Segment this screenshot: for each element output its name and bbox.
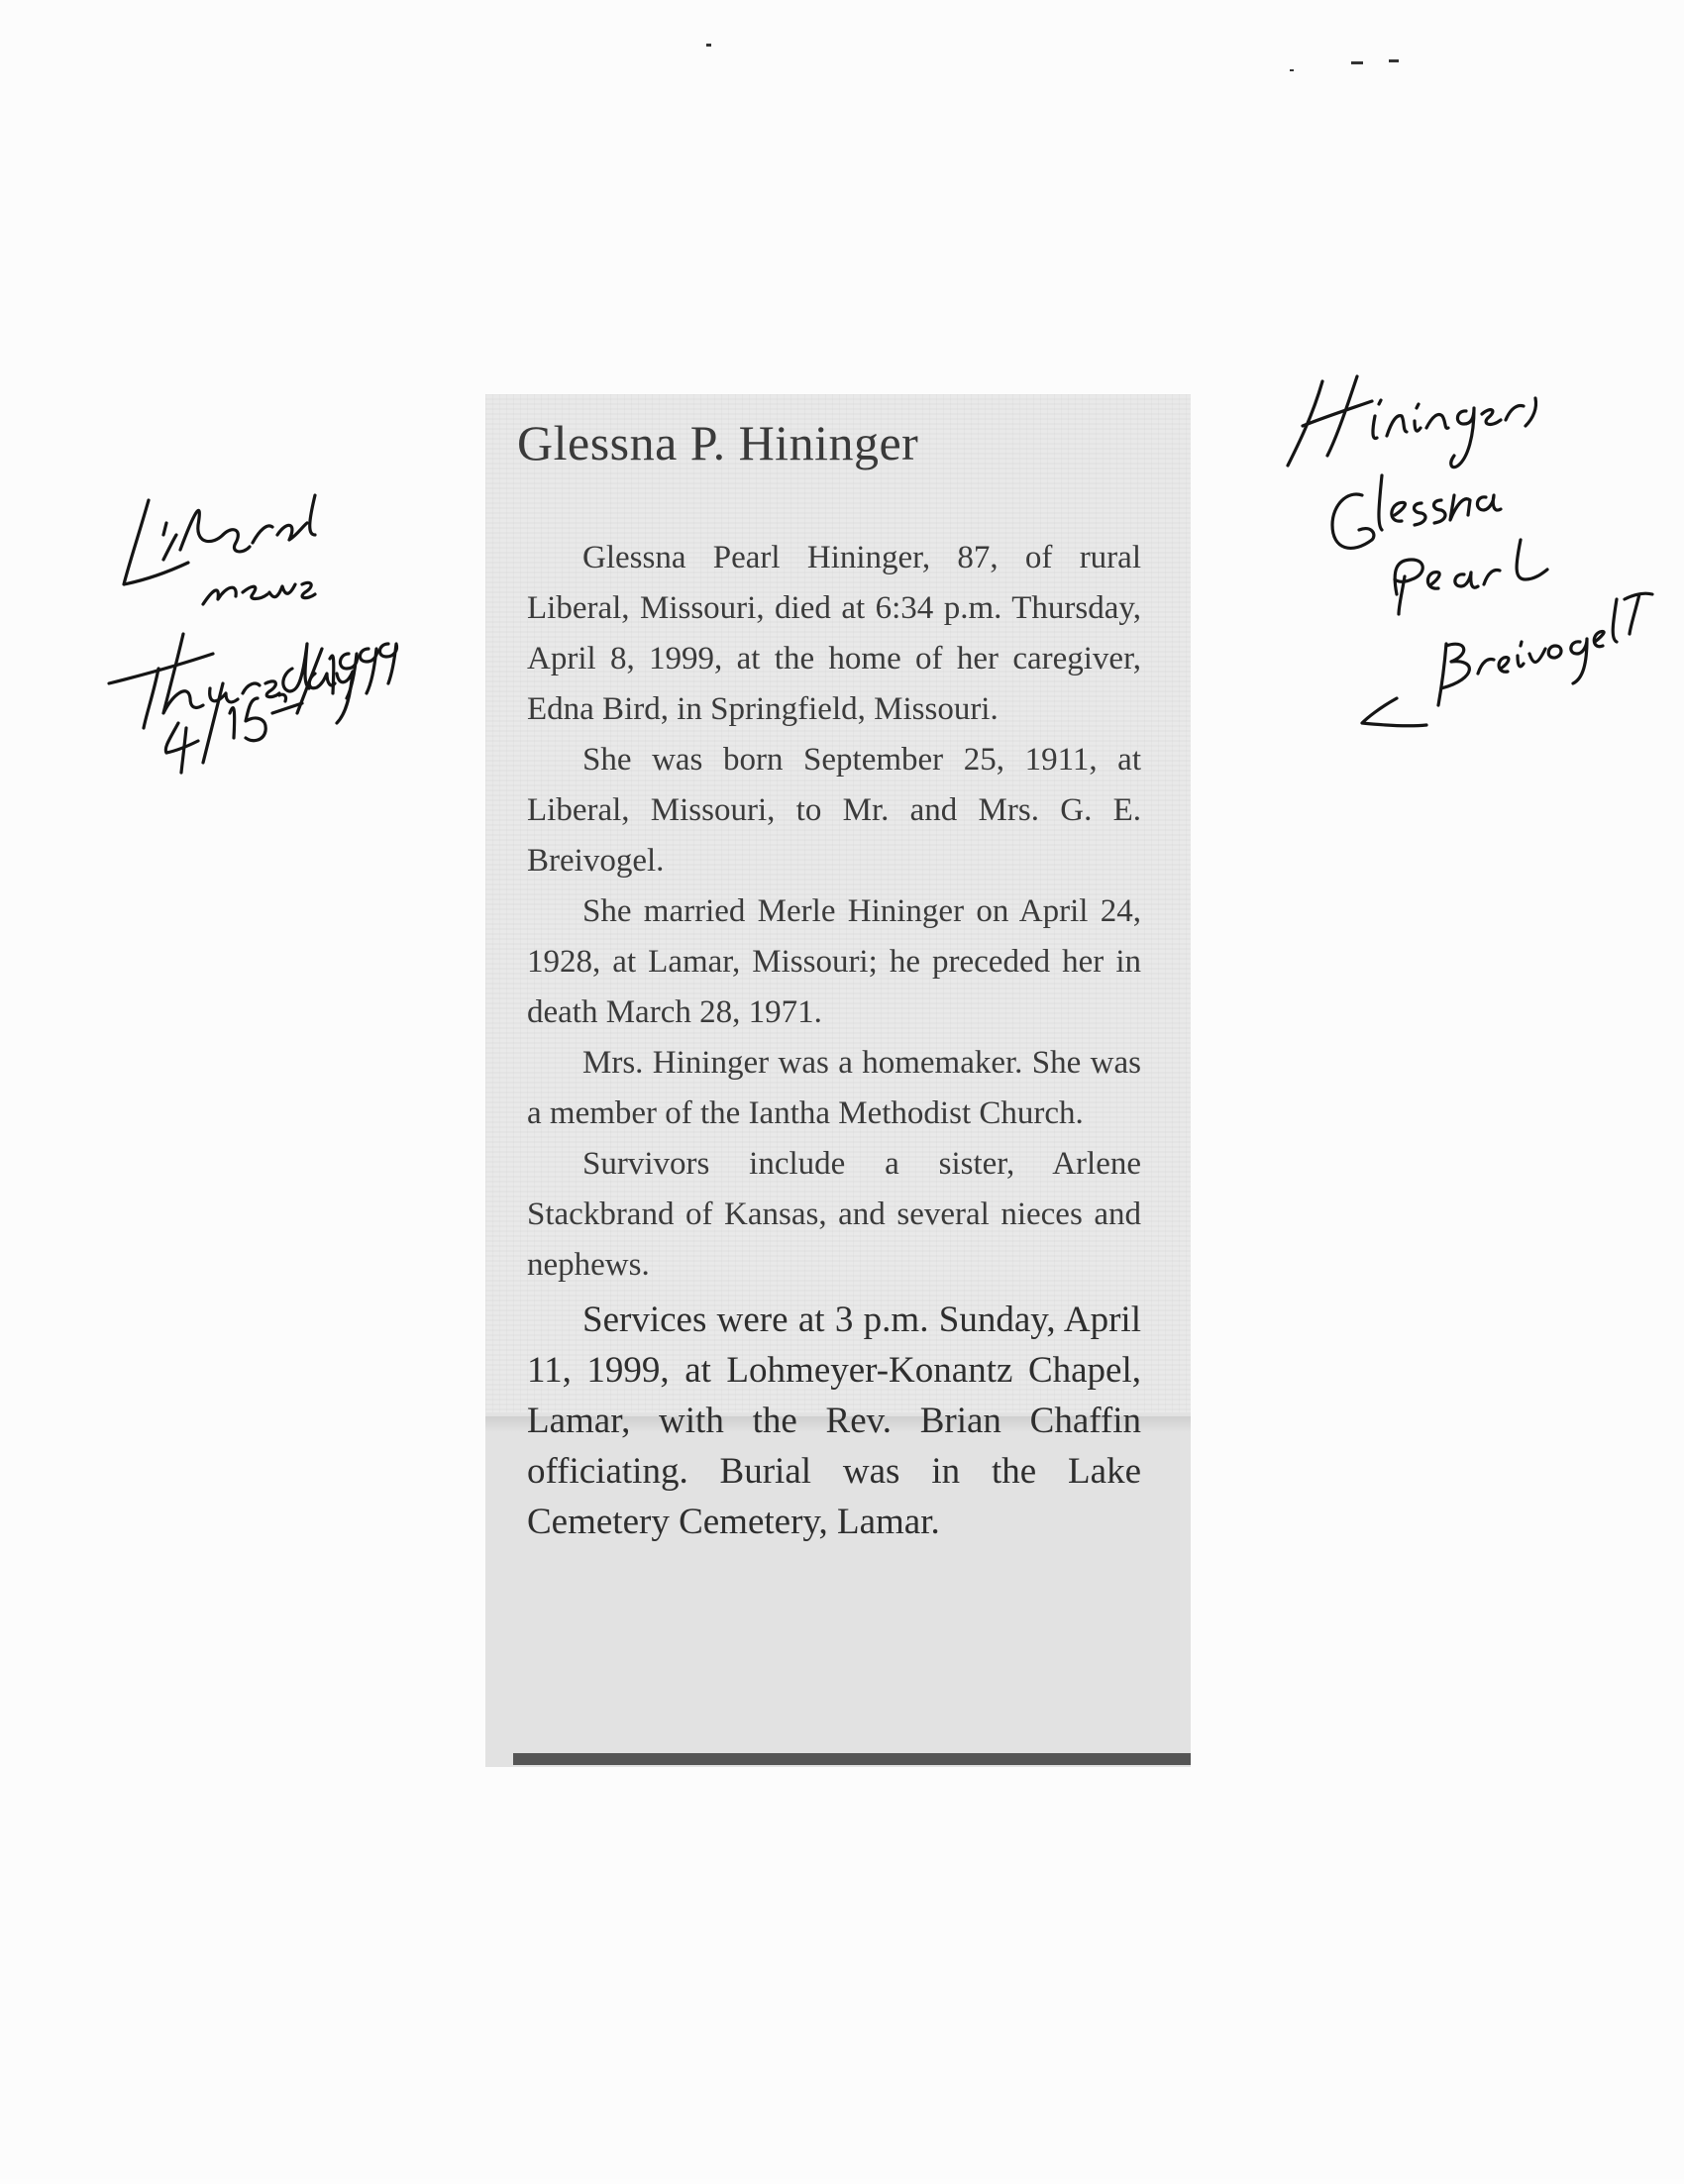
obituary-paragraph: Mrs. Hininger was a homemaker. She was a member of the Iantha Methodist Church. [527, 1045, 1141, 1131]
handwritten-source-note [109, 495, 397, 773]
obituary-paragraph: Survivors include a sister, Arlene Stackbrand of Kansas, and several nieces and nephews. [527, 1146, 1141, 1283]
obituary-paragraph: She was born September 25, 1911, at Liberal, Missouri, to Mr. and Mrs. G. E. Breivogel. [527, 742, 1141, 879]
obituary-services-paragraph: Services were at 3 p.m. Sunday, April 11, 1999, at Lohmeyer-Konantz Chapel, Lamar, with the Rev. Brian Chaffin officiating. Burial was in the Lake Cemetery Cemetery, Lamar. [527, 1300, 1141, 1542]
obituary-headline: Glessna P. Hininger [517, 415, 919, 470]
obituary-paragraph: Glessna Pearl Hininger, 87, of rural Liberal, Missouri, died at 6:34 p.m. Thursday, April 8, 1999, at the home of her caregiver, Edna Bird, in Springfield, Missouri. [527, 540, 1141, 727]
handwritten-name-note [1288, 376, 1652, 726]
obituary-paragraph: She married Merle Hininger on April 24, 1928, at Lamar, Missouri; he preceded her in death March 28, 1971. [527, 893, 1141, 1030]
